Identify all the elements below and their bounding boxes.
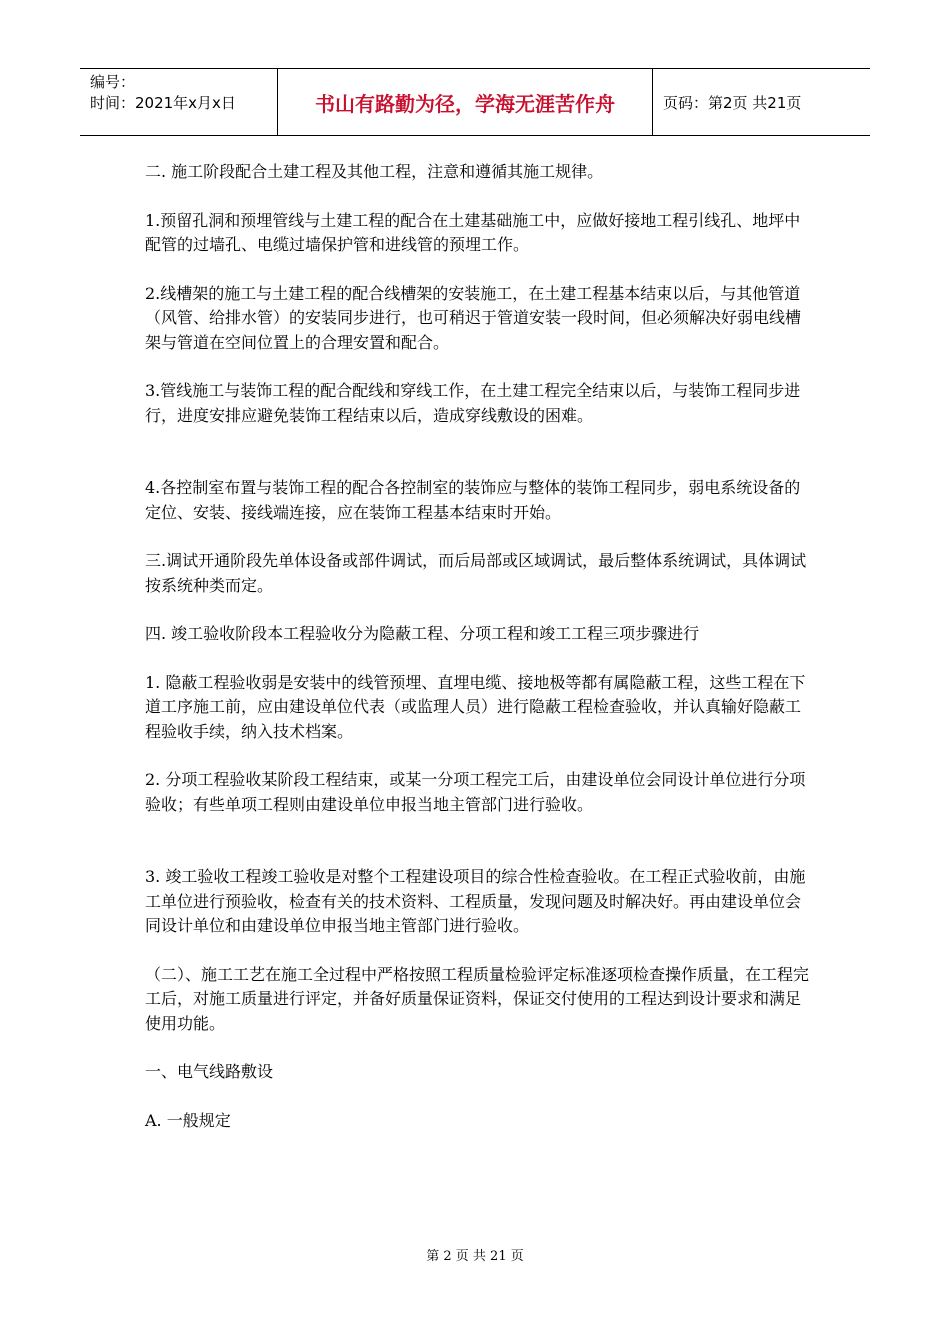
paragraph: 1.预留孔洞和预埋管线与土建工程的配合在土建基础施工中，应做好接地工程引线孔、地坪中配管的过墙孔、电缆过墙保护管和进线管的预埋工作。 xyxy=(145,210,801,254)
page-footer: 第 2 页 共 21 页 xyxy=(426,1249,524,1264)
document-number-label: 编号： xyxy=(90,73,136,91)
header-meta-cell xyxy=(80,69,277,135)
paragraph: 二. 施工阶段配合土建工程及其他工程，注意和遵循其施工规律。 xyxy=(145,162,604,181)
paragraph: （二）、施工工艺在施工全过程中严格按照工程质量检验评定标准逐项检查操作质量，在工程完工后，对施工质量进行评定，并备好质量保证资料，保证交付使用的工程达到设计要求和满足使用功能。 xyxy=(145,964,810,1033)
subsection-heading: A. 一般规定 xyxy=(145,1110,231,1130)
paragraph: 3. 竣工验收工程竣工验收是对整个工程建设项目的综合性检查验收。在工程正式验收前，由施工单位进行预验收，检查有关的技术资料、工程质量，发现问题及时解决好。再由建设单位会同设计单位和由建设单位申报当地主管部门进行验收。 xyxy=(145,867,806,935)
header-page-info: 页码：第2页 共21页 xyxy=(663,93,802,112)
paragraph: 四. 竣工验收阶段本工程验收分为隐蔽工程、分项工程和竣工工程三项步骤进行 xyxy=(145,624,700,643)
document-header xyxy=(80,68,870,136)
paragraph: 2. 分项工程验收某阶段工程结束，或某一分项工程完工后，由建设单位会同设计单位进行分项验收；有些单项工程则由建设单位申报当地主管部门进行验收。 xyxy=(145,770,806,814)
document-body xyxy=(145,160,810,1133)
section-heading: 一、电气线路敷设 xyxy=(145,1062,274,1081)
paragraph: 1. 隐蔽工程验收弱是安装中的线管预埋、直埋电缆、接地极等都有属隐蔽工程，这些工程在下道工序施工前，应由建设单位代表（或监理人员）进行隐蔽工程检查验收，并认真输好隐蔽工程验收手续，纳入技术档案。 xyxy=(145,672,806,741)
document-date-label: 时间：2021年x月x日 xyxy=(90,94,236,112)
header-motto: 书山有路勤为径，学海无涯苦作舟 xyxy=(277,69,653,135)
paragraph: 三.调试开通阶段先单体设备或部件调试，而后局部或区域调试，最后整体系统调试，具体调试按系统种类而定。 xyxy=(145,551,807,595)
paragraph: 3.管线施工与装饰工程的配合配线和穿线工作，在土建工程完全结束以后，与装饰工程同步进行，进度安排应避免装饰工程结束以后，造成穿线敷设的困难。 xyxy=(145,381,801,425)
paragraph: 2.线槽架的施工与土建工程的配合线槽架的安装施工，在土建工程基本结束以后，与其他管道（风管、给排水管）的安装同步进行，也可稍迟于管道安装一段时间，但必须解决好弱电线槽架与管道在空间位置上的合理安置和配合。 xyxy=(145,283,802,352)
paragraph: 4.各控制室布置与装饰工程的配合各控制室的装饰应与整体的装饰工程同步，弱电系统设备的定位、安装、接线端连接，应在装饰工程基本结束时开始。 xyxy=(145,478,801,522)
